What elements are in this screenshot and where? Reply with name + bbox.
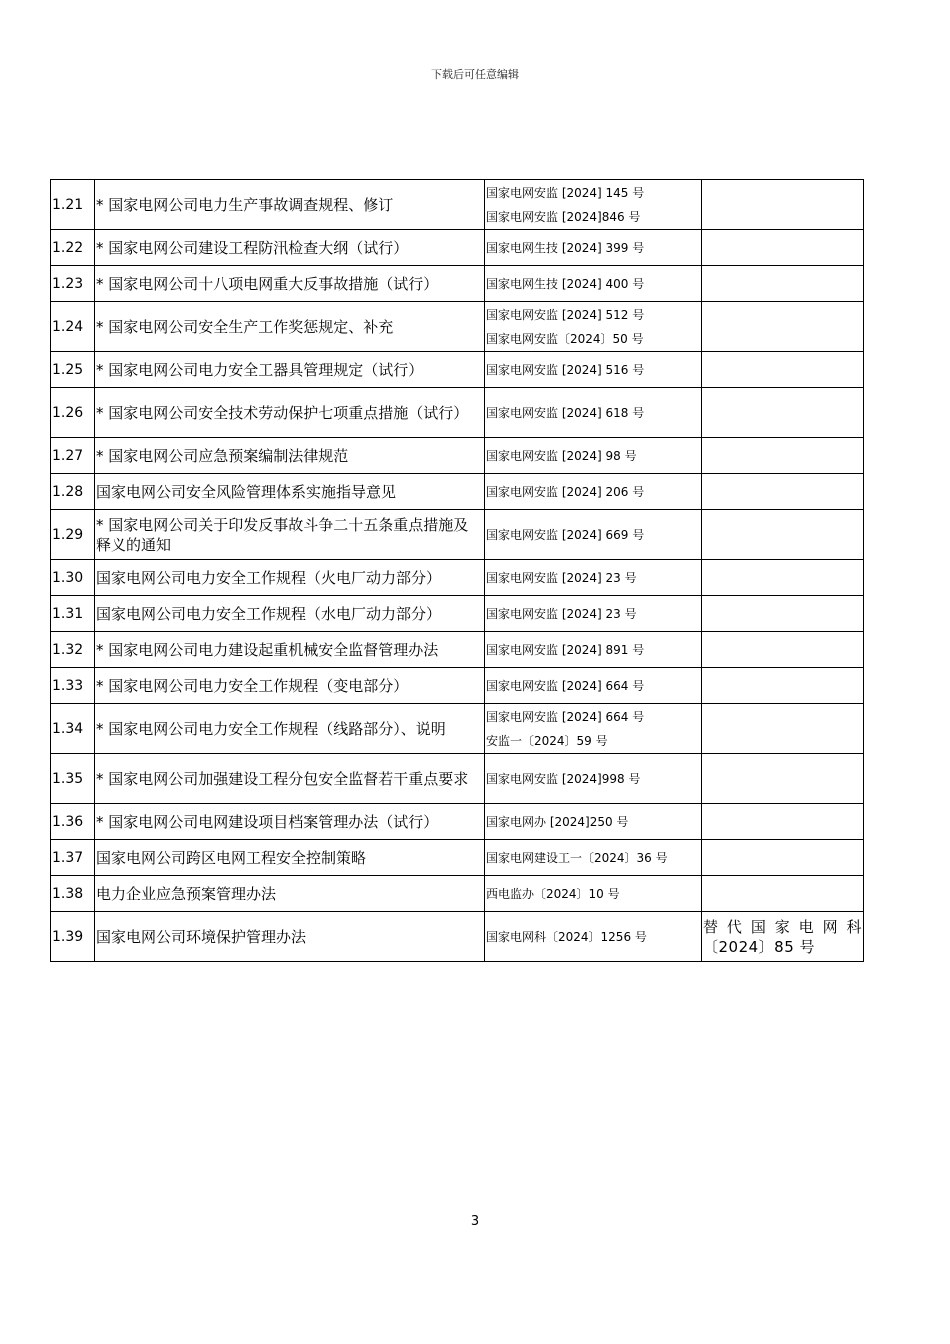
- table-row: [51, 352, 864, 388]
- document-number-cell: [485, 840, 702, 876]
- remark: [702, 668, 864, 704]
- item-number: 1.36: [51, 804, 95, 840]
- remark: [702, 704, 864, 754]
- item-number: 1.34: [51, 704, 95, 754]
- document-number: 国家电网安监 [2024] 98 号: [486, 448, 637, 463]
- regulation-title: * 国家电网公司关于印发反事故斗争二十五条重点措施及释义的通知: [95, 510, 485, 560]
- document-number: 国家电网安监 [2024] 618 号: [486, 405, 645, 420]
- remark: [702, 632, 864, 668]
- document-number: 国家电网安监 [2024]846 号: [486, 209, 641, 224]
- regulation-title: * 国家电网公司安全技术劳动保护七项重点措施（试行）: [95, 388, 485, 438]
- document-number: 国家电网生技 [2024] 400 号: [486, 276, 645, 291]
- document-number-cell: [485, 754, 702, 804]
- document-number-cell: [485, 668, 702, 704]
- document-number-cell: [485, 510, 702, 560]
- remark: [702, 840, 864, 876]
- document-number: 国家电网安监 [2024] 23 号: [486, 570, 637, 585]
- document-number-cell: [485, 632, 702, 668]
- regulation-title: * 国家电网公司建设工程防汛检查大纲（试行）: [95, 230, 485, 266]
- item-number: 1.26: [51, 388, 95, 438]
- item-number: 1.27: [51, 438, 95, 474]
- regulation-title: * 国家电网公司加强建设工程分包安全监督若干重点要求: [95, 754, 485, 804]
- page-number: 3: [470, 1214, 480, 1229]
- remark: [702, 474, 864, 510]
- remark: [702, 180, 864, 230]
- table-row: [51, 302, 864, 352]
- document-number-cell: [485, 876, 702, 912]
- page-header: 下载后可任意编辑: [431, 68, 519, 81]
- regulation-title: * 国家电网公司电力建设起重机械安全监督管理办法: [95, 632, 485, 668]
- remark: [702, 388, 864, 438]
- document-number-cell: [485, 804, 702, 840]
- item-number: 1.21: [51, 180, 95, 230]
- remark: [702, 876, 864, 912]
- remark: [702, 438, 864, 474]
- regulation-title: 国家电网公司环境保护管理办法: [95, 912, 485, 962]
- document-number: 国家电网安监 [2024] 516 号: [486, 362, 645, 377]
- document-number-cell: [485, 704, 702, 754]
- remark: [702, 230, 864, 266]
- item-number: 1.25: [51, 352, 95, 388]
- item-number: 1.28: [51, 474, 95, 510]
- document-number-cell: [485, 596, 702, 632]
- document-number-cell: [485, 560, 702, 596]
- document-number: 国家电网安监〔2024〕50 号: [486, 331, 644, 346]
- table-row: [51, 804, 864, 840]
- document-number-cell: [485, 266, 702, 302]
- item-number: 1.23: [51, 266, 95, 302]
- document-number: 国家电网安监 [2024] 512 号: [486, 307, 645, 322]
- regulation-title: * 国家电网公司电力安全工器具管理规定（试行）: [95, 352, 485, 388]
- document-number: 国家电网安监 [2024] 891 号: [486, 642, 645, 657]
- document-number: 国家电网安监 [2024] 206 号: [486, 484, 645, 499]
- remark: [702, 266, 864, 302]
- document-number-cell: [485, 352, 702, 388]
- regulation-title: 电力企业应急预案管理办法: [95, 876, 485, 912]
- table-row: [51, 474, 864, 510]
- document-number-cell: [485, 474, 702, 510]
- document-number: 国家电网科〔2024〕1256 号: [486, 929, 647, 944]
- document-number-cell: [485, 180, 702, 230]
- item-number: 1.22: [51, 230, 95, 266]
- item-number: 1.24: [51, 302, 95, 352]
- table-row: [51, 876, 864, 912]
- remark: [702, 302, 864, 352]
- table-row: [51, 560, 864, 596]
- table-row: [51, 632, 864, 668]
- item-number: 1.32: [51, 632, 95, 668]
- item-number: 1.35: [51, 754, 95, 804]
- item-number: 1.30: [51, 560, 95, 596]
- document-number: 国家电网安监 [2024] 664 号: [486, 678, 645, 693]
- regulation-title: 国家电网公司电力安全工作规程（水电厂动力部分）: [95, 596, 485, 632]
- remark: [702, 352, 864, 388]
- table-row: [51, 266, 864, 302]
- regulation-title: * 国家电网公司电力安全工作规程（线路部分）、说明: [95, 704, 485, 754]
- document-number-cell: [485, 912, 702, 962]
- table-row: [51, 510, 864, 560]
- document-number: 安监一〔2024〕59 号: [486, 733, 608, 748]
- document-number-cell: [485, 438, 702, 474]
- regulation-title: * 国家电网公司电网建设项目档案管理办法（试行）: [95, 804, 485, 840]
- regulation-title: * 国家电网公司应急预案编制法律规范: [95, 438, 485, 474]
- regulation-title: * 国家电网公司安全生产工作奖惩规定、补充: [95, 302, 485, 352]
- table-row: [51, 912, 864, 962]
- item-number: 1.38: [51, 876, 95, 912]
- item-number: 1.29: [51, 510, 95, 560]
- item-number: 1.37: [51, 840, 95, 876]
- regulation-table: [50, 179, 864, 962]
- document-number-cell: [485, 230, 702, 266]
- regulation-title: 国家电网公司跨区电网工程安全控制策略: [95, 840, 485, 876]
- regulation-title: * 国家电网公司电力安全工作规程（变电部分）: [95, 668, 485, 704]
- document-number: 国家电网安监 [2024] 23 号: [486, 606, 637, 621]
- document-number: 国家电网安监 [2024] 664 号: [486, 709, 645, 724]
- regulation-title: 国家电网公司安全风险管理体系实施指导意见: [95, 474, 485, 510]
- item-number: 1.39: [51, 912, 95, 962]
- document-number: 国家电网安监 [2024] 145 号: [486, 185, 645, 200]
- table-row: [51, 840, 864, 876]
- remark: [702, 754, 864, 804]
- regulation-title: * 国家电网公司十八项电网重大反事故措施（试行）: [95, 266, 485, 302]
- document-number: 国家电网安监 [2024]998 号: [486, 771, 641, 786]
- remark: [702, 560, 864, 596]
- remark: [702, 596, 864, 632]
- document-number-cell: [485, 302, 702, 352]
- table-row: [51, 754, 864, 804]
- remark: [702, 510, 864, 560]
- document-number: 国家电网建设工一〔2024〕36 号: [486, 850, 668, 865]
- table-row: [51, 230, 864, 266]
- document-number: 国家电网生技 [2024] 399 号: [486, 240, 645, 255]
- table-row: [51, 596, 864, 632]
- regulation-title: * 国家电网公司电力生产事故调查规程、修订: [95, 180, 485, 230]
- document-number: 国家电网办 [2024]250 号: [486, 814, 629, 829]
- table-row: [51, 438, 864, 474]
- table-row: [51, 388, 864, 438]
- remark: [702, 804, 864, 840]
- item-number: 1.31: [51, 596, 95, 632]
- table-row: [51, 668, 864, 704]
- regulation-title: 国家电网公司电力安全工作规程（火电厂动力部分）: [95, 560, 485, 596]
- table-row: [51, 704, 864, 754]
- table-row: [51, 180, 864, 230]
- item-number: 1.33: [51, 668, 95, 704]
- remark: 替代国家电网科〔2024〕85 号: [702, 912, 864, 962]
- document-number-cell: [485, 388, 702, 438]
- document-number: 西电监办〔2024〕10 号: [486, 886, 620, 901]
- document-number: 国家电网安监 [2024] 669 号: [486, 527, 645, 542]
